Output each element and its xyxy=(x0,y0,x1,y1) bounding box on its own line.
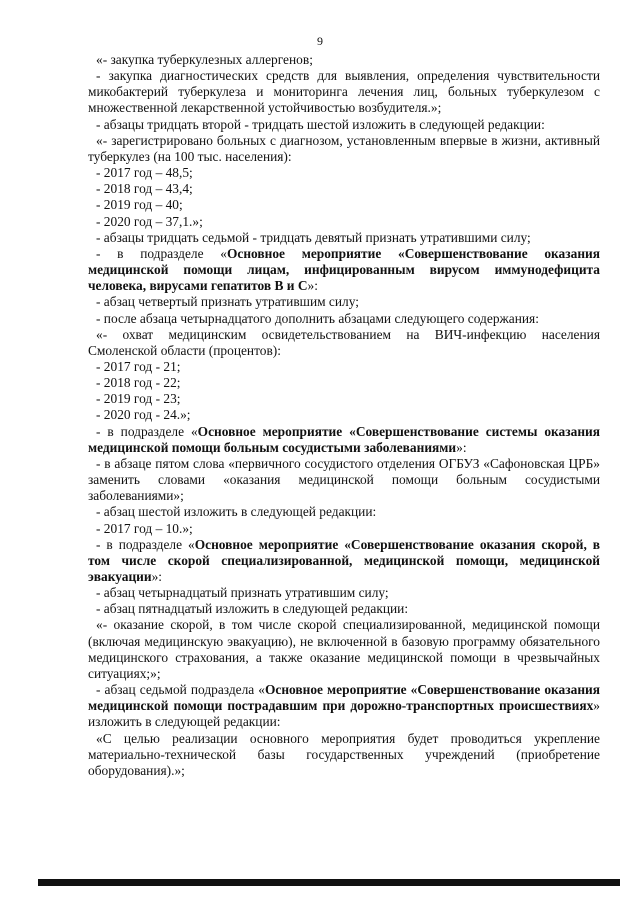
paragraph: - абзацы тридцать седьмой - тридцать девятый признать утратившими силу; xyxy=(96,229,531,245)
paragraph: - 2020 год – 37,1.»; xyxy=(96,213,203,229)
paragraph: - абзацы тридцать второй - тридцать шестой изложить в следующей редакции: xyxy=(96,116,545,132)
paragraph: - абзац пятнадцатый изложить в следующей редакции: xyxy=(96,601,409,617)
paragraph xyxy=(88,537,600,585)
paragraph: - 2018 год – 43,4; xyxy=(96,181,193,197)
paragraph-suffix: »: xyxy=(456,439,467,455)
paragraph xyxy=(88,246,600,294)
paragraph: - после абзаца четырнадцатого дополнить абзацами следующего содержания: xyxy=(96,310,539,326)
paragraph: - 2017 год – 10.»; xyxy=(96,520,193,536)
paragraph: - 2017 год - 21; xyxy=(96,358,181,374)
paragraph: - закупка диагностических средств для выявления, определения чувствительности микобактерий туберкулеза и мониторинга лечения лиц, больных туберкулезом с множественной лекарственной устойчивостью возбудителя.»; xyxy=(88,68,600,116)
paragraph: «- закупка туберкулезных аллергенов; xyxy=(96,52,313,67)
paragraph-suffix: » изложить в следующей редакции: xyxy=(88,698,600,730)
paragraph-prefix: - в подразделе « xyxy=(96,536,195,552)
paragraph: - абзац четырнадцатый признать утратившим силу; xyxy=(96,585,389,601)
paragraph: - 2018 год - 22; xyxy=(96,375,181,391)
paragraph-prefix: - в подразделе « xyxy=(96,423,198,439)
paragraph: - абзац четвертый признать утратившим силу; xyxy=(96,294,359,310)
paragraph-prefix: - в подразделе « xyxy=(96,245,227,261)
paragraph-bold-title: Основное мероприятие «Совершенствование оказания скорой, в том числе скорой специализированной, медицинской помощи, медицинской эвакуации xyxy=(88,536,600,584)
paragraph-bold-title: Основное мероприятие «Совершенствование оказания медицинской помощи пострадавшим при дорожно-транспортных происшествиях xyxy=(88,682,601,714)
page-bottom-rule xyxy=(38,879,620,886)
document-body xyxy=(88,52,600,779)
paragraph: «С целью реализации основного мероприятия будет проводиться укрепление материально-технической базы государственных учреждений (приобретение оборудования).»; xyxy=(88,730,600,778)
paragraph: «- оказание скорой, в том числе скорой специализированной, медицинской помощи (включая медицинскую эвакуацию), не включенной в базовую программу обязательного медицинского страхования, а также оказание медицинской помощи в чрезвычайных ситуациях;»; xyxy=(88,617,600,681)
paragraph xyxy=(88,424,600,456)
paragraph: «- зарегистрировано больных с диагнозом, установленным впервые в жизни, активный туберкулез (на 100 тыс. населения): xyxy=(88,132,600,164)
paragraph-bold-title: Основное мероприятие «Совершенствование системы оказания медицинской помощи больным сосудистыми заболеваниями xyxy=(88,423,600,455)
paragraph: - 2019 год - 23; xyxy=(96,391,181,407)
paragraph-prefix: - абзац седьмой подраздела « xyxy=(96,682,265,698)
paragraph xyxy=(88,682,600,730)
paragraph: - 2019 год – 40; xyxy=(96,197,183,213)
paragraph: - 2017 год – 48,5; xyxy=(96,165,193,181)
paragraph-suffix: »: xyxy=(151,569,163,584)
paragraph: «- охват медицинским освидетельствованием на ВИЧ-инфекцию населения Смоленской области (процентов): xyxy=(88,326,600,358)
paragraph: - абзац шестой изложить в следующей редакции: xyxy=(96,504,377,520)
paragraph-bold-title: Основное мероприятие «Совершенствование оказания медицинской помощи лицам, инфицированным вирусом иммунодефицита человека, вирусами гепатитов В и С xyxy=(88,245,600,294)
page-number: 9 xyxy=(317,34,323,48)
paragraph: - в абзаце пятом слова «первичного сосудистого отделения ОГБУЗ «Сафоновская ЦРБ» заменить словами «оказания медицинской помощи больным сосудистыми заболеваниями»; xyxy=(88,455,600,504)
paragraph: - 2020 год - 24.»; xyxy=(96,407,191,423)
paragraph-suffix: »: xyxy=(307,278,318,294)
